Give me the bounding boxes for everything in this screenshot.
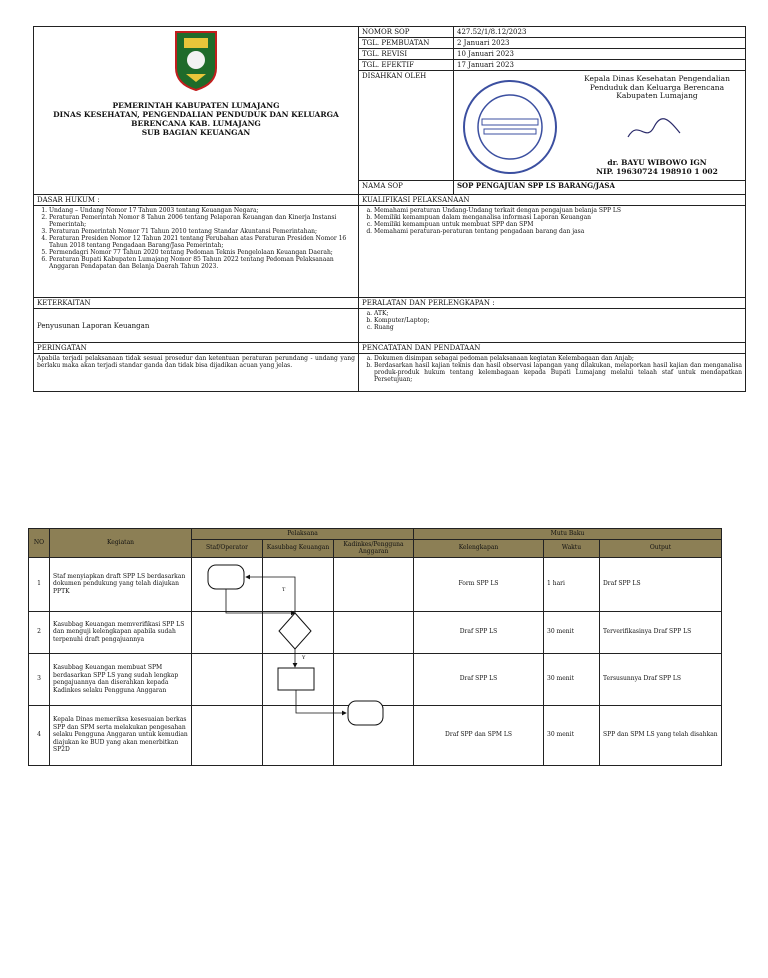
row-output: Tersusunnya Draf SPP LS — [600, 653, 722, 705]
list-item: 6. Peraturan Bupati Kabupaten Lumajang Nomor 85 Tahun 2022 tentang Pedoman Pelaksanaan Anggaran Pendapatan dan Belanja Daerah Tahun 2023. — [49, 256, 355, 270]
org-block — [34, 27, 359, 195]
col-actor-staf: Staf/Operator — [192, 539, 263, 557]
row-kegiatan: Kasubbag Keuangan memverifikasi SPP LS dan menguji kelengkapan apabila sudah terpenuhi draft pengajuannya — [50, 611, 192, 653]
row-kegiatan: Staf menyiapkan draft SPP LS berdasarkan dokumen pendukung yang telah diajukan PPTK — [50, 557, 192, 611]
col-mutu-baku: Mutu Baku — [414, 529, 722, 540]
col-kegiatan: Kegiatan — [50, 529, 192, 558]
col-waktu: Waktu — [544, 539, 600, 557]
row-kelengkapan: Draf SPP dan SPM LS — [414, 705, 544, 765]
list-item: 5. Permendagri Nomor 77 Tahun 2020 tentang Pedoman Teknis Pengelolaan Keuangan Daerah; — [49, 249, 355, 256]
signer-nip: NIP. 19630724 198910 1 002 — [596, 166, 718, 176]
list-item: d. Memahami peraturan-peraturan tentang pengadaan barang dan jasa — [374, 228, 742, 235]
meta-value: 17 Januari 2023 — [454, 60, 746, 71]
decision-shape — [279, 613, 311, 649]
row-output: Terverifikasinya Draf SPP LS — [600, 611, 722, 653]
col-kelengkapan: Kelengkapan — [414, 539, 544, 557]
nama-sop-label: NAMA SOP — [359, 181, 454, 195]
list-item: c. Memiliki kemampuan untuk membuat SPP dan SPM — [374, 221, 742, 228]
flowchart-diagram — [190, 555, 420, 765]
dasar-hukum-list — [34, 206, 359, 298]
row-no: 4 — [29, 705, 50, 765]
flow-connector — [246, 577, 295, 613]
row-kegiatan: Kepala Dinas memeriksa kesesuaian berkas SPP dan SPM serta melakukan pengesahan selaku Pengguna Anggaran untuk kemudian diajukan ke BUD yang akan menerbitkan SP2D — [50, 705, 192, 765]
row-output: Draf SPP LS — [600, 557, 722, 611]
pencatatan-label: PENCATATAN DAN PENDATAAN — [359, 343, 746, 354]
kualifikasi-label: KUALIFIKASI PELAKSANAAN — [359, 195, 746, 206]
row-waktu: 30 menit — [544, 653, 600, 705]
process-shape — [278, 668, 314, 690]
peralatan-label: PERALATAN DAN PERLENGKAPAN : — [359, 298, 746, 309]
signer-title-line: Penduduk dan Keluarga Berencana — [589, 82, 725, 92]
peringatan-label: PERINGATAN — [34, 343, 359, 354]
nama-sop-value: SOP PENGAJUAN SPP LS BARANG/JASA — [454, 181, 746, 195]
row-kelengkapan: Draf SPP LS — [414, 653, 544, 705]
row-waktu: 1 hari — [544, 557, 600, 611]
list-item: 4. Peraturan Presiden Nomor 12 Tahun 2021 tentang Perubahan atas Peraturan Presiden Nomor 16 Tahun 2018 tentang Pengadaan Barang/Jasa Pemerintah; — [49, 235, 355, 249]
signature-block — [454, 71, 746, 181]
arrow-label-t: T — [282, 587, 286, 593]
list-item: a. Memahami peraturan Undang-Undang terkait dengan pengajuan belanja SPP LS — [374, 207, 742, 214]
terminator-end-shape — [348, 701, 383, 725]
signer-title-line: Kepala Dinas Kesehatan Pengendalian — [584, 74, 730, 83]
list-item: a. Dokumen disimpan sebagai pedoman pelaksanaan kegiatan Kelembagaan dan Anjab; — [374, 355, 742, 362]
peringatan-text: Apabila terjadi pelaksanaan tidak sesuai prosedur dan ketentuan peraturan perundang - undang yang berlaku maka akan terjadi standar ganda dan tidak bisa dijadikan acuan yang jelas. — [34, 354, 359, 392]
org-line-4: SUB BAGIAN KEUANGAN — [141, 128, 251, 137]
list-item: b. Komputer/Laptop; — [374, 317, 742, 324]
meta-label: TGL. REVISI — [359, 49, 454, 60]
row-kegiatan: Kasubbag Keuangan membuat SPM berdasarkan SPP LS yang sudah lengkap pengajuannya dan diserahkan kepada Kadinkes selaku Pengguna Anggaran — [50, 653, 192, 705]
col-pelaksana: Pelaksana — [192, 529, 414, 540]
list-item: c. Ruang — [374, 324, 742, 331]
row-no: 2 — [29, 611, 50, 653]
row-kelengkapan: Form SPP LS — [414, 557, 544, 611]
peralatan-list — [359, 309, 746, 343]
col-output: Output — [600, 539, 722, 557]
col-actor-kadinkes: Kadinkes/Pengguna Anggaran — [334, 539, 414, 557]
keterkaitan-label: KETERKAITAN — [34, 298, 359, 309]
list-item: b. Berdasarkan hasil kajian teknis dan hasil observasi lapangan yang dilakukan, melaporkan hasil kajian dan menganalisa produk-produk hukum tentang kelembagaan kepada Bupati Lumajang melalui telaah staf untuk mendapatkan Persetujuan; — [374, 362, 742, 383]
org-line-2: DINAS KESEHATAN, PENGENDALIAN PENDUDUK DAN KELUARGA — [53, 110, 339, 119]
signature — [624, 115, 684, 145]
list-item: a. ATK; — [374, 310, 742, 317]
org-line-1: PEMERINTAH KABUPATEN LUMAJANG — [112, 101, 280, 110]
signer-name: dr. BAYU WIBOWO IGN — [607, 158, 707, 167]
meta-value: 10 Januari 2023 — [454, 49, 746, 60]
kualifikasi-list — [359, 206, 746, 298]
disahkan-label: DISAHKAN OLEH — [359, 71, 454, 181]
row-no: 3 — [29, 653, 50, 705]
meta-label: TGL. PEMBUATAN — [359, 38, 454, 49]
signer-title-line: Kabupaten Lumajang — [616, 91, 698, 100]
meta-label: TGL. EFEKTIF — [359, 60, 454, 71]
list-item: 2. Peraturan Pemerintah Nomor 8 Tahun 2006 tentang Pelaporan Keuangan dan Kinerja Instansi Pemerintah; — [49, 214, 355, 228]
meta-value: 427.52/1/8.12/2023 — [454, 27, 746, 38]
col-actor-kasubbag: Kasubbag Keuangan — [263, 539, 334, 557]
row-waktu: 30 menit — [544, 611, 600, 653]
official-stamp — [460, 77, 560, 177]
keterkaitan-value: Penyusunan Laporan Keuangan — [34, 309, 359, 343]
logo — [172, 30, 220, 92]
terminator-start-shape — [208, 565, 244, 589]
meta-label: NOMOR SOP — [359, 27, 454, 38]
pencatatan-list — [359, 354, 746, 392]
row-output: SPP dan SPM LS yang telah disahkan — [600, 705, 722, 765]
list-item: 1. Undang – Undang Nomor 17 Tahun 2003 tentang Keuangan Negara; — [49, 207, 355, 214]
list-item: b. Memiliki kemampuan dalam menganalisa informasi Laporan Keuangan — [374, 214, 742, 221]
dasar-hukum-label: DASAR HUKUM : — [34, 195, 359, 206]
sop-header-table — [33, 26, 746, 392]
list-item: 3. Peraturan Pemerintah Nomor 71 Tahun 2010 tentang Standar Akuntansi Pemerintahan; — [49, 228, 355, 235]
meta-value: 2 Januari 2023 — [454, 38, 746, 49]
arrow-label-y: Y — [302, 655, 306, 661]
row-no: 1 — [29, 557, 50, 611]
org-line-3: BERENCANA KAB. LUMAJANG — [131, 119, 261, 128]
row-waktu: 30 menit — [544, 705, 600, 765]
flow-connector — [296, 690, 346, 713]
col-no: NO — [29, 529, 50, 558]
row-kelengkapan: Draf SPP LS — [414, 611, 544, 653]
